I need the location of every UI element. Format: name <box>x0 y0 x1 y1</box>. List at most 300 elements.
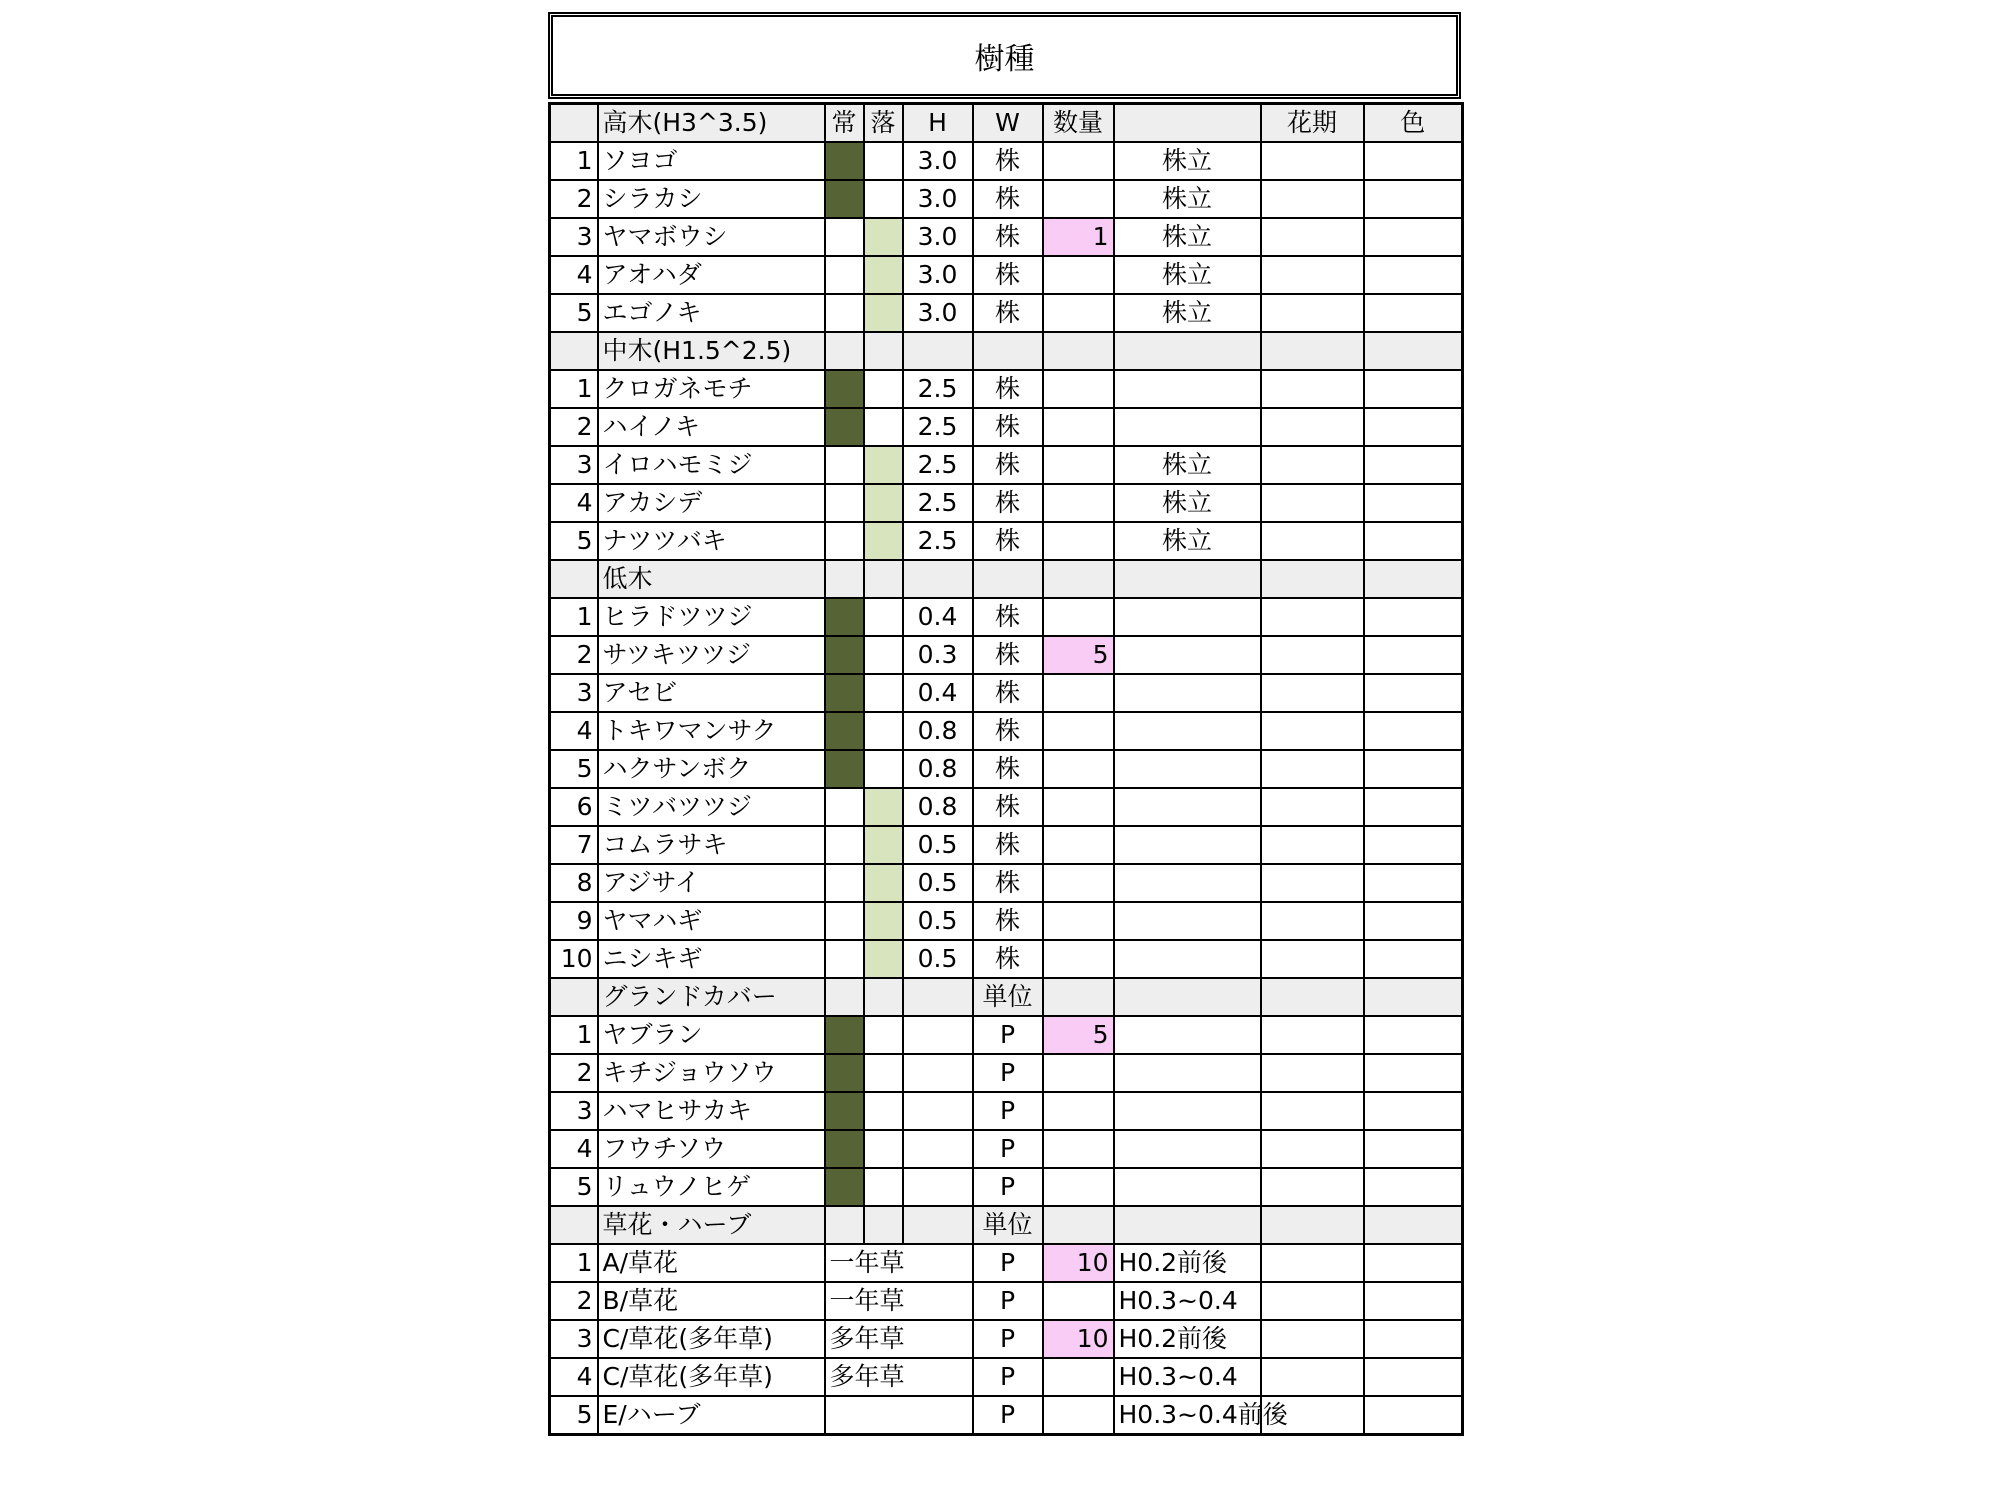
plant-name-cell[interactable]: E/ハーブ <box>598 1396 825 1435</box>
color-cell[interactable] <box>1364 1320 1463 1358</box>
width-cell[interactable]: 株 <box>973 940 1043 978</box>
quantity-cell[interactable] <box>1043 1396 1114 1435</box>
width-cell[interactable]: P <box>973 1168 1043 1206</box>
row-number-cell[interactable]: 5 <box>550 1396 598 1435</box>
color-cell[interactable] <box>1364 1358 1463 1396</box>
plant-name-cell[interactable]: ソヨゴ <box>598 142 825 180</box>
row-number-cell[interactable]: 6 <box>550 788 598 826</box>
width-cell[interactable]: 株 <box>973 712 1043 750</box>
plant-name-cell[interactable]: ヒラドツツジ <box>598 598 825 636</box>
plant-name-cell[interactable]: ハクサンボク <box>598 750 825 788</box>
plant-name-cell[interactable]: ハイノキ <box>598 408 825 446</box>
width-cell[interactable]: 株 <box>973 408 1043 446</box>
header-evergreen[interactable]: 常 <box>825 104 864 143</box>
deciduous-cell[interactable] <box>864 1206 903 1244</box>
color-cell[interactable] <box>1364 636 1463 674</box>
quantity-cell[interactable] <box>1043 180 1114 218</box>
row-number-cell[interactable]: 1 <box>550 370 598 408</box>
quantity-cell[interactable] <box>1043 256 1114 294</box>
row-number-cell[interactable]: 3 <box>550 1092 598 1130</box>
evergreen-cell[interactable] <box>825 826 864 864</box>
quantity-cell[interactable] <box>1043 1358 1114 1396</box>
note-cell[interactable]: 株立 <box>1114 484 1261 522</box>
quantity-cell[interactable] <box>1043 1282 1114 1320</box>
row-number-cell[interactable]: 3 <box>550 674 598 712</box>
color-cell[interactable] <box>1364 1130 1463 1168</box>
plant-name-cell[interactable]: アカシデ <box>598 484 825 522</box>
quantity-cell[interactable] <box>1043 978 1114 1016</box>
row-number-cell[interactable]: 5 <box>550 522 598 560</box>
note-cell[interactable] <box>1114 1168 1261 1206</box>
color-cell[interactable] <box>1364 370 1463 408</box>
color-cell[interactable] <box>1364 826 1463 864</box>
quantity-cell[interactable] <box>1043 1054 1114 1092</box>
flowering-period-cell[interactable] <box>1261 712 1364 750</box>
plant-name-cell[interactable]: ミツバツツジ <box>598 788 825 826</box>
width-cell[interactable]: P <box>973 1016 1043 1054</box>
flowering-period-cell[interactable] <box>1261 1054 1364 1092</box>
evergreen-cell[interactable] <box>825 1016 864 1054</box>
flowering-period-cell[interactable] <box>1261 864 1364 902</box>
height-cell[interactable]: 3.0 <box>903 142 973 180</box>
color-cell[interactable] <box>1364 1016 1463 1054</box>
quantity-cell[interactable]: 1 <box>1043 218 1114 256</box>
plant-name-cell[interactable]: B/草花 <box>598 1282 825 1320</box>
deciduous-cell[interactable] <box>864 256 903 294</box>
row-number-cell[interactable]: 4 <box>550 1130 598 1168</box>
flowering-period-cell[interactable] <box>1261 522 1364 560</box>
evergreen-cell[interactable] <box>825 978 864 1016</box>
row-number-cell[interactable]: 4 <box>550 1358 598 1396</box>
evergreen-cell[interactable] <box>825 294 864 332</box>
note-cell[interactable]: 株立 <box>1114 142 1261 180</box>
unit-cell[interactable]: P <box>973 1282 1043 1320</box>
evergreen-cell[interactable] <box>825 864 864 902</box>
width-cell[interactable]: 株 <box>973 142 1043 180</box>
deciduous-cell[interactable] <box>864 636 903 674</box>
color-cell[interactable] <box>1364 1244 1463 1282</box>
deciduous-cell[interactable] <box>864 978 903 1016</box>
row-number-cell[interactable]: 2 <box>550 636 598 674</box>
flowering-period-cell[interactable] <box>1261 636 1364 674</box>
header-width[interactable]: W <box>973 104 1043 143</box>
height-cell[interactable]: 0.5 <box>903 826 973 864</box>
section-title[interactable]: 中木(H1.5^2.5) <box>598 332 825 370</box>
unit-header-cell[interactable]: 単位 <box>973 978 1043 1016</box>
height-cell[interactable]: 2.5 <box>903 484 973 522</box>
width-cell[interactable]: 株 <box>973 446 1043 484</box>
quantity-cell[interactable] <box>1043 370 1114 408</box>
height-cell[interactable] <box>903 1168 973 1206</box>
deciduous-cell[interactable] <box>864 294 903 332</box>
note-cell[interactable] <box>1114 636 1261 674</box>
flowering-period-cell[interactable] <box>1261 902 1364 940</box>
evergreen-cell[interactable] <box>825 712 864 750</box>
plant-name-cell[interactable]: トキワマンサク <box>598 712 825 750</box>
color-cell[interactable] <box>1364 712 1463 750</box>
flowering-period-cell[interactable] <box>1261 294 1364 332</box>
color-cell[interactable] <box>1364 1054 1463 1092</box>
flowering-period-cell[interactable] <box>1261 750 1364 788</box>
plant-name-cell[interactable]: リュウノヒゲ <box>598 1168 825 1206</box>
note-cell[interactable] <box>1114 408 1261 446</box>
flowering-period-cell[interactable] <box>1261 1358 1364 1396</box>
height-cell[interactable] <box>903 332 973 370</box>
flowering-period-cell[interactable] <box>1261 598 1364 636</box>
width-cell[interactable]: P <box>973 1054 1043 1092</box>
note-cell[interactable] <box>1114 902 1261 940</box>
flowering-period-cell[interactable] <box>1261 978 1364 1016</box>
width-cell[interactable]: 株 <box>973 522 1043 560</box>
color-cell[interactable] <box>1364 750 1463 788</box>
evergreen-cell[interactable] <box>825 1206 864 1244</box>
note-cell[interactable] <box>1114 1016 1261 1054</box>
evergreen-cell[interactable] <box>825 218 864 256</box>
color-cell[interactable] <box>1364 408 1463 446</box>
note-cell[interactable] <box>1114 1206 1261 1244</box>
color-cell[interactable] <box>1364 142 1463 180</box>
header-deciduous[interactable]: 落 <box>864 104 903 143</box>
quantity-cell[interactable] <box>1043 674 1114 712</box>
row-number-cell[interactable]: 2 <box>550 408 598 446</box>
note-cell[interactable]: 株立 <box>1114 446 1261 484</box>
height-cell[interactable]: 0.5 <box>903 864 973 902</box>
note-cell[interactable] <box>1114 560 1261 598</box>
flowering-period-cell[interactable] <box>1261 1130 1364 1168</box>
width-cell[interactable]: 株 <box>973 218 1043 256</box>
note-cell[interactable] <box>1114 370 1261 408</box>
row-number-cell[interactable]: 9 <box>550 902 598 940</box>
row-number-cell[interactable]: 1 <box>550 598 598 636</box>
note-cell[interactable] <box>1114 1092 1261 1130</box>
row-number-cell[interactable]: 5 <box>550 294 598 332</box>
row-number-cell[interactable]: 10 <box>550 940 598 978</box>
flowering-period-cell[interactable] <box>1261 1282 1364 1320</box>
note-cell[interactable]: H0.2前後 <box>1114 1320 1261 1358</box>
deciduous-cell[interactable] <box>864 712 903 750</box>
evergreen-cell[interactable] <box>825 522 864 560</box>
plant-name-cell[interactable]: ヤマボウシ <box>598 218 825 256</box>
row-number-cell[interactable]: 1 <box>550 1244 598 1282</box>
plant-name-cell[interactable]: ニシキギ <box>598 940 825 978</box>
height-cell[interactable]: 0.8 <box>903 712 973 750</box>
quantity-cell[interactable] <box>1043 712 1114 750</box>
deciduous-cell[interactable] <box>864 218 903 256</box>
width-cell[interactable]: 株 <box>973 256 1043 294</box>
height-cell[interactable] <box>903 1092 973 1130</box>
quantity-cell[interactable] <box>1043 1168 1114 1206</box>
quantity-cell[interactable] <box>1043 446 1114 484</box>
quantity-cell[interactable] <box>1043 864 1114 902</box>
plant-name-cell[interactable]: エゴノキ <box>598 294 825 332</box>
color-cell[interactable] <box>1364 1396 1463 1435</box>
height-cell[interactable]: 2.5 <box>903 446 973 484</box>
flowering-period-cell[interactable] <box>1261 1092 1364 1130</box>
note-cell[interactable]: 株立 <box>1114 522 1261 560</box>
evergreen-cell[interactable] <box>825 750 864 788</box>
color-cell[interactable] <box>1364 332 1463 370</box>
evergreen-cell[interactable] <box>825 332 864 370</box>
row-number-cell[interactable]: 3 <box>550 446 598 484</box>
color-cell[interactable] <box>1364 560 1463 598</box>
unit-header-cell[interactable]: 単位 <box>973 1206 1043 1244</box>
row-number-cell[interactable]: 4 <box>550 484 598 522</box>
deciduous-cell[interactable] <box>864 864 903 902</box>
deciduous-cell[interactable] <box>864 522 903 560</box>
deciduous-cell[interactable] <box>864 788 903 826</box>
flowering-period-cell[interactable] <box>1261 484 1364 522</box>
width-cell[interactable]: 株 <box>973 636 1043 674</box>
evergreen-cell[interactable] <box>825 180 864 218</box>
color-cell[interactable] <box>1364 484 1463 522</box>
deciduous-cell[interactable] <box>864 1092 903 1130</box>
section-title[interactable]: 草花・ハーブ <box>598 1206 825 1244</box>
height-cell[interactable]: 0.4 <box>903 674 973 712</box>
unit-header-cell[interactable] <box>973 332 1043 370</box>
height-cell[interactable]: 3.0 <box>903 294 973 332</box>
row-number-cell[interactable]: 1 <box>550 142 598 180</box>
note-cell[interactable] <box>1114 750 1261 788</box>
evergreen-cell[interactable] <box>825 446 864 484</box>
width-cell[interactable]: P <box>973 1130 1043 1168</box>
height-cell[interactable] <box>903 978 973 1016</box>
unit-header-cell[interactable] <box>973 560 1043 598</box>
plant-kind-cell[interactable] <box>825 1396 973 1435</box>
width-cell[interactable]: 株 <box>973 788 1043 826</box>
height-cell[interactable] <box>903 1206 973 1244</box>
quantity-cell[interactable]: 5 <box>1043 636 1114 674</box>
quantity-cell[interactable]: 5 <box>1043 1016 1114 1054</box>
plant-kind-cell[interactable]: 一年草 <box>825 1244 973 1282</box>
deciduous-cell[interactable] <box>864 750 903 788</box>
width-cell[interactable]: 株 <box>973 180 1043 218</box>
evergreen-cell[interactable] <box>825 560 864 598</box>
note-cell[interactable]: H0.3~0.4 <box>1114 1282 1261 1320</box>
quantity-cell[interactable] <box>1043 560 1114 598</box>
evergreen-cell[interactable] <box>825 1168 864 1206</box>
deciduous-cell[interactable] <box>864 1168 903 1206</box>
note-cell[interactable] <box>1114 1054 1261 1092</box>
evergreen-cell[interactable] <box>825 1130 864 1168</box>
row-number-cell[interactable]: 3 <box>550 218 598 256</box>
row-number-cell[interactable]: 1 <box>550 1016 598 1054</box>
flowering-period-cell[interactable] <box>1261 370 1364 408</box>
color-cell[interactable] <box>1364 294 1463 332</box>
header-height[interactable]: H <box>903 104 973 143</box>
height-cell[interactable]: 0.5 <box>903 940 973 978</box>
color-cell[interactable] <box>1364 218 1463 256</box>
deciduous-cell[interactable] <box>864 1016 903 1054</box>
plant-name-cell[interactable]: ヤマハギ <box>598 902 825 940</box>
height-cell[interactable]: 0.8 <box>903 750 973 788</box>
width-cell[interactable]: 株 <box>973 750 1043 788</box>
flowering-period-cell[interactable] <box>1261 180 1364 218</box>
quantity-cell[interactable] <box>1043 1092 1114 1130</box>
color-cell[interactable] <box>1364 180 1463 218</box>
quantity-cell[interactable] <box>1043 1130 1114 1168</box>
evergreen-cell[interactable] <box>825 370 864 408</box>
deciduous-cell[interactable] <box>864 408 903 446</box>
section-title[interactable]: グランドカバー <box>598 978 825 1016</box>
height-cell[interactable]: 2.5 <box>903 408 973 446</box>
color-cell[interactable] <box>1364 446 1463 484</box>
section-number-cell[interactable] <box>550 1206 598 1244</box>
plant-name-cell[interactable]: A/草花 <box>598 1244 825 1282</box>
note-cell[interactable] <box>1114 788 1261 826</box>
deciduous-cell[interactable] <box>864 1130 903 1168</box>
color-cell[interactable] <box>1364 598 1463 636</box>
color-cell[interactable] <box>1364 674 1463 712</box>
note-cell[interactable]: H0.3~0.4前後 <box>1114 1396 1261 1435</box>
note-cell[interactable] <box>1114 712 1261 750</box>
width-cell[interactable]: 株 <box>973 826 1043 864</box>
plant-name-cell[interactable]: サツキツツジ <box>598 636 825 674</box>
height-cell[interactable]: 2.5 <box>903 522 973 560</box>
height-cell[interactable]: 0.5 <box>903 902 973 940</box>
flowering-period-cell[interactable] <box>1261 1206 1364 1244</box>
quantity-cell[interactable]: 10 <box>1043 1320 1114 1358</box>
evergreen-cell[interactable] <box>825 1092 864 1130</box>
deciduous-cell[interactable] <box>864 826 903 864</box>
flowering-period-cell[interactable] <box>1261 446 1364 484</box>
quantity-cell[interactable] <box>1043 522 1114 560</box>
deciduous-cell[interactable] <box>864 332 903 370</box>
width-cell[interactable]: 株 <box>973 864 1043 902</box>
height-cell[interactable]: 0.4 <box>903 598 973 636</box>
row-number-cell[interactable]: 8 <box>550 864 598 902</box>
note-cell[interactable] <box>1114 1130 1261 1168</box>
note-cell[interactable] <box>1114 978 1261 1016</box>
deciduous-cell[interactable] <box>864 484 903 522</box>
evergreen-cell[interactable] <box>825 1054 864 1092</box>
plant-name-cell[interactable]: ヤブラン <box>598 1016 825 1054</box>
plant-kind-cell[interactable]: 一年草 <box>825 1282 973 1320</box>
header-quantity[interactable]: 数量 <box>1043 104 1114 143</box>
color-cell[interactable] <box>1364 864 1463 902</box>
plant-name-cell[interactable]: アジサイ <box>598 864 825 902</box>
flowering-period-cell[interactable] <box>1261 1016 1364 1054</box>
deciduous-cell[interactable] <box>864 1054 903 1092</box>
width-cell[interactable]: P <box>973 1092 1043 1130</box>
header-flowering-period[interactable]: 花期 <box>1261 104 1364 143</box>
flowering-period-cell[interactable] <box>1261 826 1364 864</box>
deciduous-cell[interactable] <box>864 180 903 218</box>
note-cell[interactable] <box>1114 940 1261 978</box>
note-cell[interactable] <box>1114 864 1261 902</box>
deciduous-cell[interactable] <box>864 560 903 598</box>
plant-name-cell[interactable]: C/草花(多年草) <box>598 1320 825 1358</box>
note-cell[interactable]: 株立 <box>1114 294 1261 332</box>
unit-cell[interactable]: P <box>973 1244 1043 1282</box>
width-cell[interactable]: 株 <box>973 294 1043 332</box>
row-number-cell[interactable]: 7 <box>550 826 598 864</box>
plant-name-cell[interactable]: アオハダ <box>598 256 825 294</box>
flowering-period-cell[interactable] <box>1261 560 1364 598</box>
plant-name-cell[interactable]: ハマヒサカキ <box>598 1092 825 1130</box>
height-cell[interactable]: 3.0 <box>903 256 973 294</box>
evergreen-cell[interactable] <box>825 408 864 446</box>
section-number-cell[interactable] <box>550 560 598 598</box>
quantity-cell[interactable] <box>1043 484 1114 522</box>
deciduous-cell[interactable] <box>864 940 903 978</box>
color-cell[interactable] <box>1364 978 1463 1016</box>
flowering-period-cell[interactable] <box>1261 1168 1364 1206</box>
flowering-period-cell[interactable] <box>1261 1244 1364 1282</box>
deciduous-cell[interactable] <box>864 674 903 712</box>
note-cell[interactable] <box>1114 598 1261 636</box>
row-number-cell[interactable]: 2 <box>550 1282 598 1320</box>
row-number-cell[interactable]: 5 <box>550 1168 598 1206</box>
width-cell[interactable]: 株 <box>973 598 1043 636</box>
section-number-cell[interactable] <box>550 332 598 370</box>
note-cell[interactable]: 株立 <box>1114 218 1261 256</box>
unit-cell[interactable]: P <box>973 1320 1043 1358</box>
color-cell[interactable] <box>1364 522 1463 560</box>
width-cell[interactable]: 株 <box>973 370 1043 408</box>
note-cell[interactable] <box>1114 826 1261 864</box>
note-cell[interactable] <box>1114 332 1261 370</box>
deciduous-cell[interactable] <box>864 446 903 484</box>
color-cell[interactable] <box>1364 940 1463 978</box>
color-cell[interactable] <box>1364 256 1463 294</box>
note-cell[interactable] <box>1114 674 1261 712</box>
section-title[interactable]: 低木 <box>598 560 825 598</box>
note-cell[interactable]: H0.2前後 <box>1114 1244 1261 1282</box>
evergreen-cell[interactable] <box>825 788 864 826</box>
plant-name-cell[interactable]: C/草花(多年草) <box>598 1358 825 1396</box>
quantity-cell[interactable] <box>1043 408 1114 446</box>
flowering-period-cell[interactable] <box>1261 332 1364 370</box>
quantity-cell[interactable] <box>1043 788 1114 826</box>
header-color[interactable]: 色 <box>1364 104 1463 143</box>
quantity-cell[interactable] <box>1043 142 1114 180</box>
plant-kind-cell[interactable]: 多年草 <box>825 1358 973 1396</box>
row-number-cell[interactable]: 4 <box>550 712 598 750</box>
unit-cell[interactable]: P <box>973 1358 1043 1396</box>
quantity-cell[interactable] <box>1043 1206 1114 1244</box>
flowering-period-cell[interactable] <box>1261 256 1364 294</box>
height-cell[interactable] <box>903 560 973 598</box>
color-cell[interactable] <box>1364 788 1463 826</box>
section-number-cell[interactable] <box>550 978 598 1016</box>
flowering-period-cell[interactable] <box>1261 1320 1364 1358</box>
flowering-period-cell[interactable] <box>1261 218 1364 256</box>
deciduous-cell[interactable] <box>864 598 903 636</box>
note-cell[interactable]: H0.3~0.4 <box>1114 1358 1261 1396</box>
height-cell[interactable] <box>903 1054 973 1092</box>
deciduous-cell[interactable] <box>864 142 903 180</box>
header-number[interactable] <box>550 104 598 143</box>
color-cell[interactable] <box>1364 902 1463 940</box>
height-cell[interactable]: 3.0 <box>903 218 973 256</box>
evergreen-cell[interactable] <box>825 636 864 674</box>
height-cell[interactable]: 0.8 <box>903 788 973 826</box>
row-number-cell[interactable]: 3 <box>550 1320 598 1358</box>
quantity-cell[interactable] <box>1043 940 1114 978</box>
quantity-cell[interactable] <box>1043 294 1114 332</box>
quantity-cell[interactable] <box>1043 750 1114 788</box>
row-number-cell[interactable]: 5 <box>550 750 598 788</box>
plant-name-cell[interactable]: ナツツバキ <box>598 522 825 560</box>
plant-name-cell[interactable]: シラカシ <box>598 180 825 218</box>
width-cell[interactable]: 株 <box>973 484 1043 522</box>
flowering-period-cell[interactable] <box>1261 940 1364 978</box>
quantity-cell[interactable] <box>1043 902 1114 940</box>
quantity-cell[interactable] <box>1043 332 1114 370</box>
evergreen-cell[interactable] <box>825 902 864 940</box>
plant-name-cell[interactable]: クロガネモチ <box>598 370 825 408</box>
quantity-cell[interactable] <box>1043 598 1114 636</box>
